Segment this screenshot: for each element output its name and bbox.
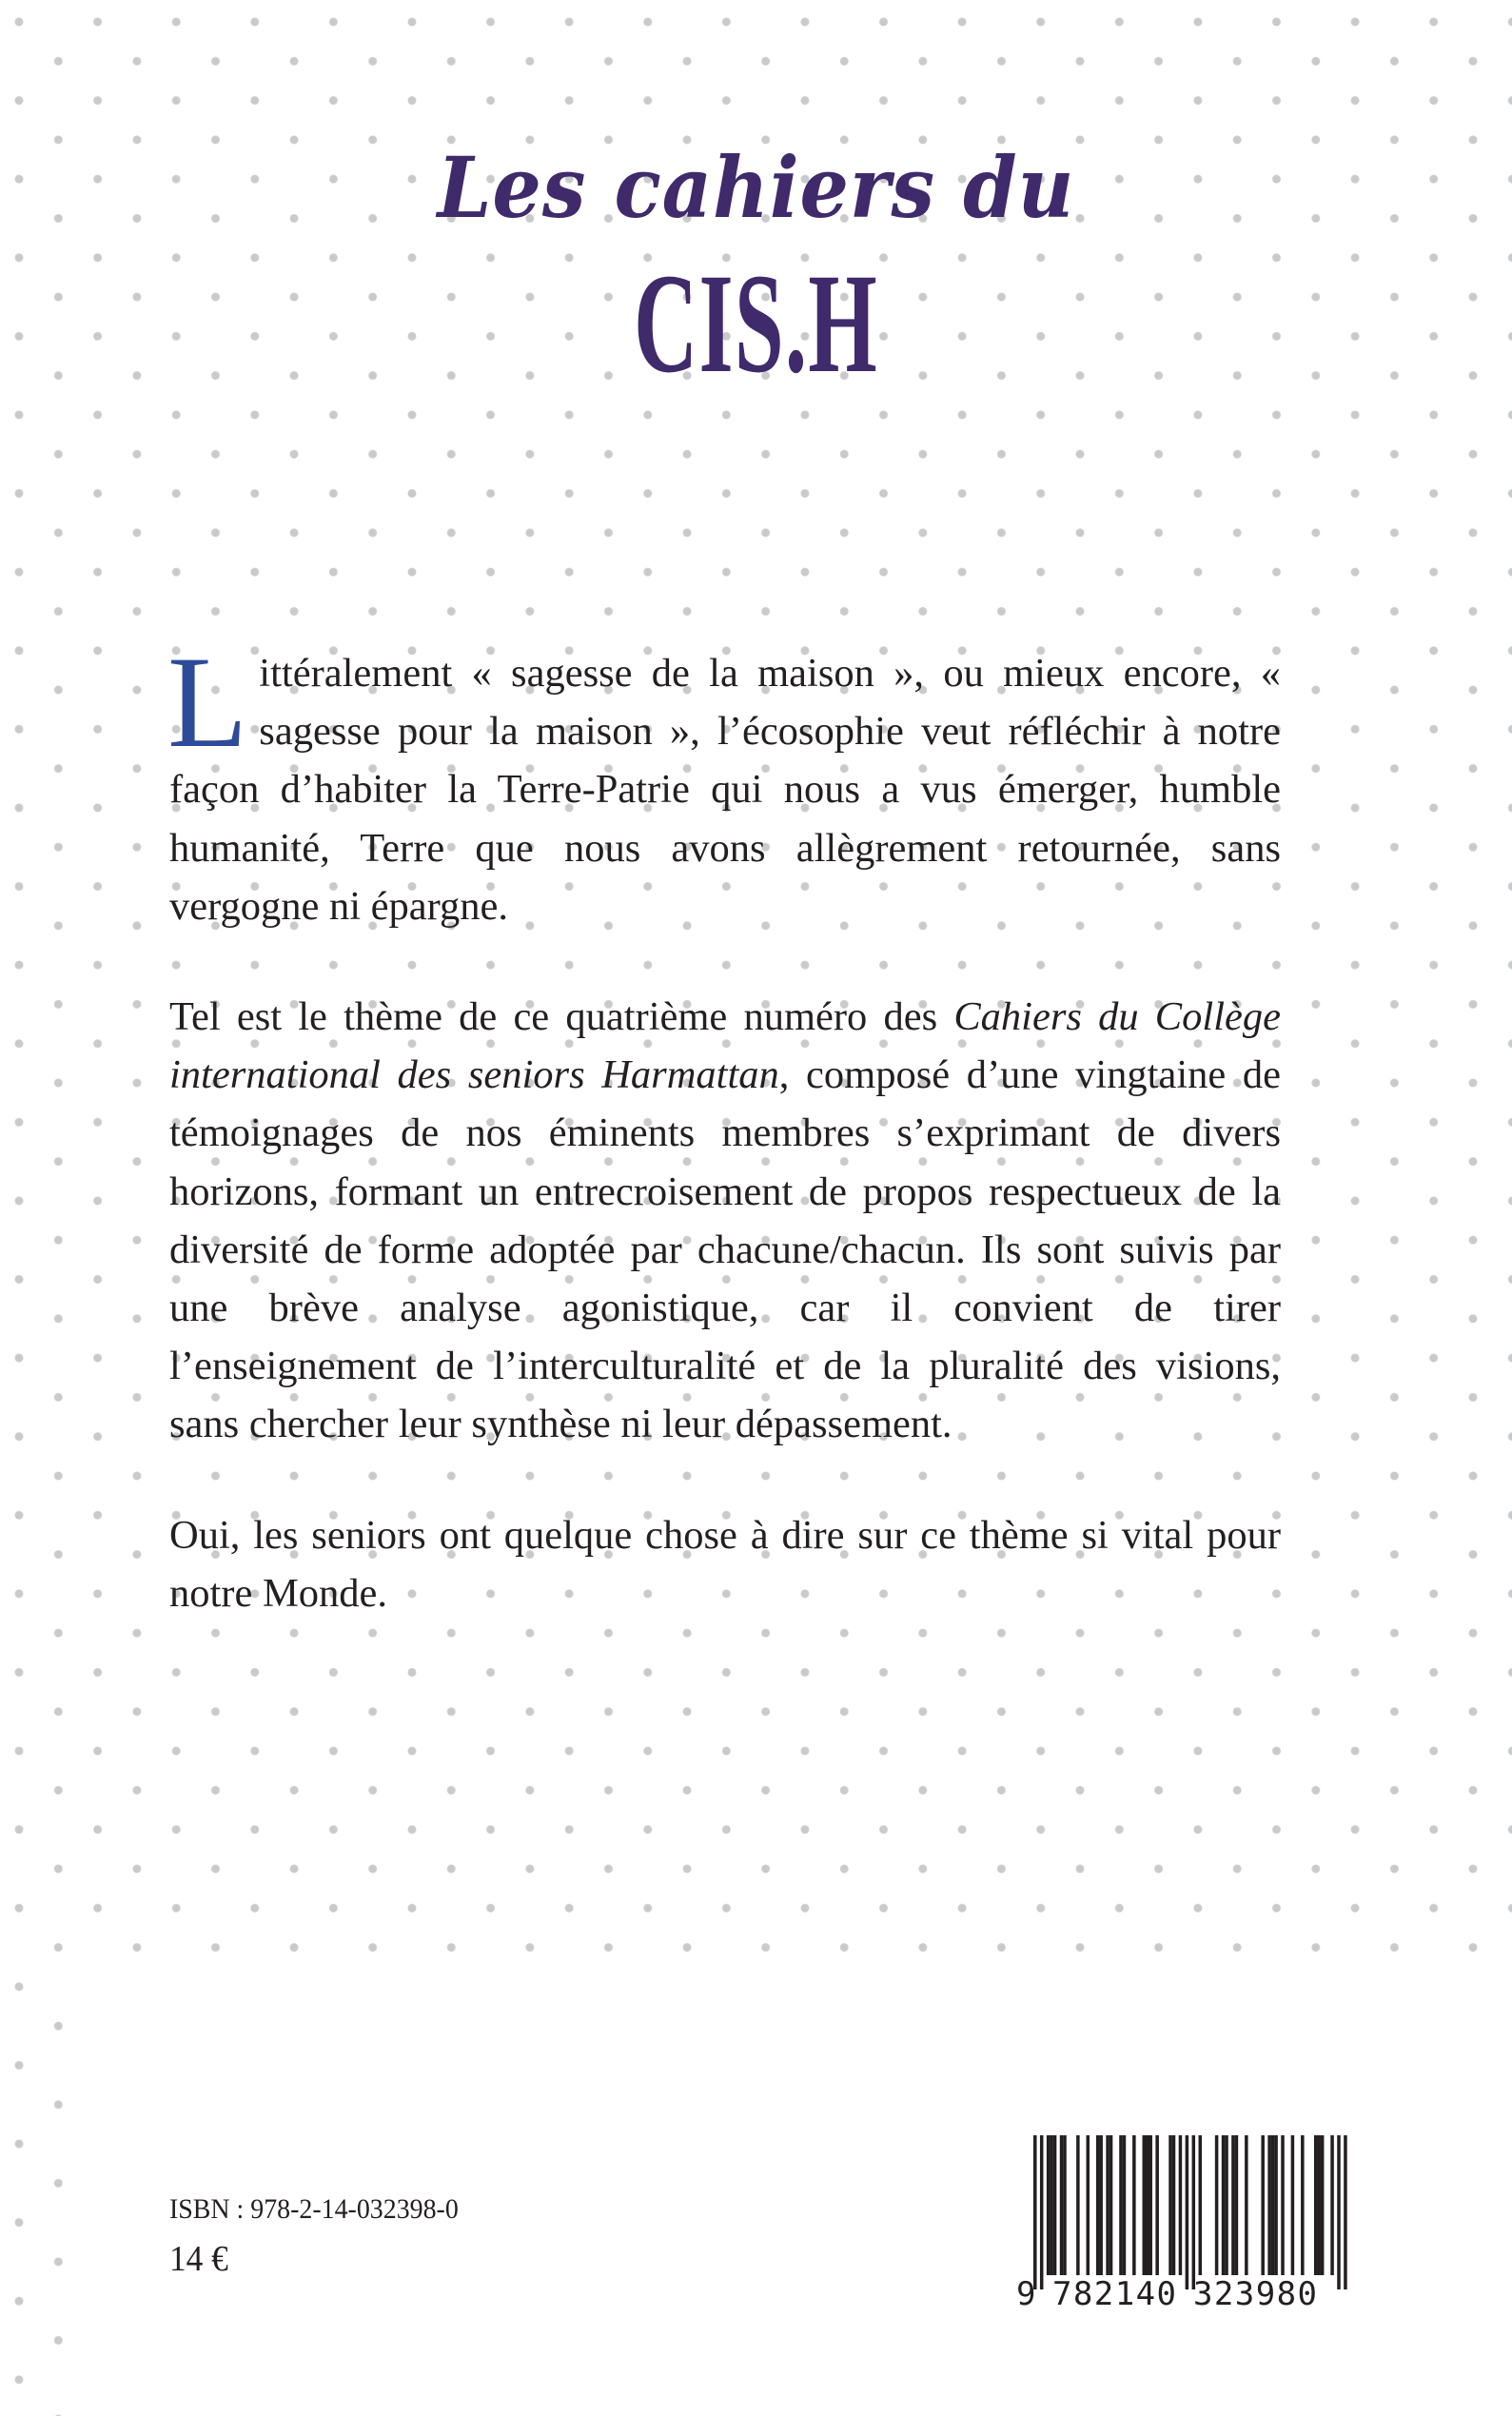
dropcap: L: [167, 629, 248, 775]
series-title-script: Les cahiers du: [437, 138, 1075, 237]
blurb-paragraph-2-text-before: Tel est le thème de ce quatrième numéro des: [169, 994, 954, 1040]
isbn-barcode: [1003, 2128, 1365, 2318]
barcode-right-digits: 323980: [1193, 2275, 1317, 2313]
price-label: 14 €: [169, 2239, 228, 2279]
barcode-icon: [1003, 2128, 1365, 2318]
barcode-first-digit: 9: [1016, 2275, 1036, 2313]
series-title-main: CIS.H: [634, 245, 878, 403]
isbn-label: ISBN : 978-2-14-032398-0: [169, 2193, 459, 2225]
journal-title-italic: Cahiers du Collège international des seniors Harmattan: [169, 994, 1281, 1098]
blurb-paragraph-2: [169, 988, 1281, 1454]
barcode-left-digits: 782140: [1052, 2275, 1176, 2313]
blurb-paragraph-1: [167, 629, 1281, 935]
blurb-paragraph-3: Oui, les seniors ont quelque chose à dire sur ce thème si vital pour notre Monde.: [169, 1512, 1281, 1616]
back-cover-blurb: [167, 629, 1281, 1622]
blurb-paragraph-2-text-after: , composé d’une vingtaine de témoignages de nos éminents membres s’exprimant de divers horizons, formant un entrecroisement de propos respectueux de la diversité de forme adoptée par chacune/chacun. Ils sont suivis par une brève analyse agonistique, car il convient de tirer l’enseignement de l’interculturalité et de la pluralité des visions, sans chercher leur synthèse ni leur dépassement.: [169, 1052, 1281, 1447]
blurb-paragraph-1-text: ittéralement « sagesse de la maison », ou mieux encore, « sagesse pour la maison », l’écosophie veut réfléchir à notre façon d’habiter la Terre-Patrie qui nous a vus émerger, humble humanité, Terre que nous avons allègrement retournée, sans vergogne ni épargne.: [169, 651, 1281, 929]
